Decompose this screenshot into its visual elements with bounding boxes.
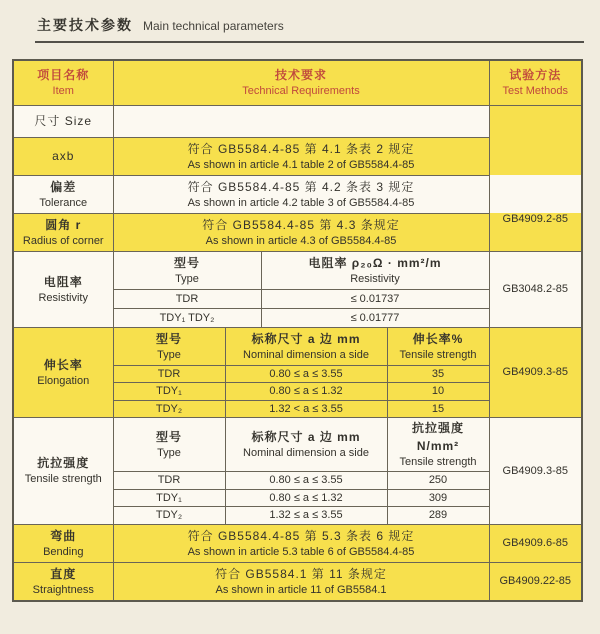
radius-req-zh: 符合 GB5584.4-85 第 4.3 条规定 (202, 217, 400, 232)
tensile-tdy1-dim: 0.80 ≤ a ≤ 1.32 (225, 489, 387, 506)
axb-req-en: As shown in article 4.1 table 2 of GB5584.4-85 (187, 158, 415, 171)
resistivity-tdr-value: ≤ 0.01737 (261, 289, 489, 308)
tensile-type-header-cell (113, 417, 225, 471)
header-methods-cell (489, 60, 582, 105)
axb-label: axb (52, 149, 75, 163)
tolerance-requirement-cell (113, 175, 489, 213)
straightness-label-zh: 直度 (50, 566, 77, 581)
straightness-req-zh: 符合 GB5584.1 第 11 条规定 (215, 566, 387, 581)
tensile-label-zh: 抗拉强度 (37, 456, 90, 470)
header-requirements-zh: 技术要求 (274, 68, 327, 83)
tensile-tdy1-type: TDY₁ (113, 489, 225, 506)
page-title-zh: 主要技术参数 (37, 17, 133, 33)
resistivity-type-header-cell (113, 251, 261, 289)
tensile-tdr-value: 250 (387, 471, 489, 489)
bending-req-zh: 符合 GB5584.4-85 第 5.3 条表 6 规定 (187, 528, 415, 543)
resistivity-tdr-type: TDR (113, 289, 261, 308)
radius-label-cell (13, 213, 113, 251)
row-elongation-header (13, 327, 582, 365)
table-header-row (13, 60, 582, 105)
bending-label-cell (13, 524, 113, 562)
elongation-tdy2-type: TDY₂ (113, 400, 225, 417)
tensile-dim-header-cell (225, 417, 387, 471)
tensile-value-header-zh: 抗拉强度 N/mm² (411, 420, 464, 453)
resistivity-value-header-en: Resistivity (350, 272, 400, 285)
resistivity-type-header-en: Type (175, 272, 199, 285)
tensile-label-cell (13, 417, 113, 524)
size-label-cell (13, 105, 113, 137)
size-requirement-cell (113, 105, 489, 137)
radius-label-en: Radius of corner (22, 234, 104, 247)
elongation-dim-header-zh: 标称尺寸 a 边 mm (251, 331, 361, 346)
tensile-value-header-en: Tensile strength (399, 455, 477, 468)
resistivity-label-zh: 电阻率 (43, 274, 83, 289)
tensile-tdy2-type: TDY₂ (113, 506, 225, 524)
tensile-tdr-type: TDR (113, 471, 225, 489)
radius-label-zh: 圆角 r (45, 217, 82, 232)
resistivity-type-header-zh: 型号 (173, 255, 200, 270)
row-tensile-header (13, 417, 582, 471)
tolerance-req-en: As shown in article 4.2 table 3 of GB5584.4-85 (187, 196, 415, 209)
header-methods-en: Test Methods (502, 85, 568, 98)
elongation-tdy1-dim: 0.80 ≤ a ≤ 1.32 (225, 382, 387, 400)
resistivity-value-header-zh: 电阻率 ρ₂₀Ω · mm²/m (308, 255, 442, 270)
tensile-tdy1-value: 309 (387, 489, 489, 506)
page-title (37, 15, 600, 35)
elongation-dim-header-cell (225, 327, 387, 365)
straightness-label-en: Straightness (32, 583, 94, 596)
elongation-label-cell (13, 327, 113, 417)
elongation-tdr-type: TDR (113, 365, 225, 382)
elongation-tdy1-type: TDY₁ (113, 382, 225, 400)
tolerance-label-zh: 偏差 (50, 179, 77, 194)
tensile-value-header-cell (387, 417, 489, 471)
tensile-tdr-dim: 0.80 ≤ a ≤ 3.55 (225, 471, 387, 489)
elongation-tdy2-value: 15 (387, 400, 489, 417)
straightness-method-cell: GB4909.22-85 (489, 562, 582, 601)
axb-req-zh: 符合 GB5584.4-85 第 4.1 条表 2 规定 (187, 141, 415, 156)
tensile-type-header-en: Type (157, 446, 181, 459)
tensile-method-cell: GB4909.3-85 (489, 417, 582, 524)
bending-label-zh: 弯曲 (50, 528, 77, 543)
catalog-page (0, 15, 600, 602)
bending-req-en: As shown in article 5.3 table 6 of GB5584.4-85 (187, 545, 415, 558)
resistivity-tdy-value: ≤ 0.01777 (261, 308, 489, 327)
axb-label-cell (13, 137, 113, 175)
header-methods-zh: 试验方法 (509, 68, 562, 83)
elongation-value-header-en: Tensile strength (399, 348, 477, 361)
tensile-dim-header-en: Nominal dimension a side (243, 446, 369, 459)
resistivity-label-en: Resistivity (38, 291, 88, 304)
elongation-value-header-cell (387, 327, 489, 365)
elongation-label-en: Elongation (37, 374, 90, 387)
header-requirements-en: Technical Requirements (242, 85, 360, 98)
radius-req-en: As shown in article 4.3 of GB5584.4-85 (205, 234, 397, 247)
straightness-req-en: As shown in article 11 of GB5584.1 (215, 583, 387, 596)
elongation-type-header-zh: 型号 (155, 331, 182, 346)
method-group-dimensions-cell (489, 105, 582, 251)
radius-requirement-cell (113, 213, 489, 251)
tolerance-label-en: Tolerance (39, 196, 88, 209)
header-item-zh: 项目名称 (37, 68, 90, 83)
header-requirements-cell (113, 60, 489, 105)
row-bending (13, 524, 582, 562)
elongation-label-zh: 伸长率 (43, 357, 83, 372)
elongation-tdr-value: 35 (387, 365, 489, 382)
tensile-dim-header-zh: 标称尺寸 a 边 mm (251, 429, 361, 444)
size-label: 尺寸 Size (34, 114, 93, 128)
tensile-tdy2-value: 289 (387, 506, 489, 524)
resistivity-label-cell (13, 251, 113, 327)
header-item-en: Item (52, 85, 74, 98)
resistivity-value-header-cell (261, 251, 489, 289)
tensile-tdy2-dim: 1.32 ≤ a ≤ 3.55 (225, 506, 387, 524)
straightness-label-cell (13, 562, 113, 601)
bending-method-cell: GB4909.6-85 (489, 524, 582, 562)
elongation-type-header-cell (113, 327, 225, 365)
elongation-tdy2-dim: 1.32 < a ≤ 3.55 (225, 400, 387, 417)
resistivity-tdy-type: TDY₁ TDY₂ (113, 308, 261, 327)
method-group-dimensions: GB4909.2-85 (502, 213, 568, 225)
elongation-type-header-en: Type (157, 348, 181, 361)
resistivity-method-cell: GB3048.2-85 (489, 251, 582, 327)
bending-requirement-cell (113, 524, 489, 562)
title-underline (35, 41, 584, 43)
row-resistivity-header (13, 251, 582, 289)
elongation-tdr-dim: 0.80 ≤ a ≤ 3.55 (225, 365, 387, 382)
axb-requirement-cell (113, 137, 489, 175)
elongation-value-header-zh: 伸长率% (412, 331, 464, 346)
elongation-method-cell: GB4909.3-85 (489, 327, 582, 417)
straightness-requirement-cell (113, 562, 489, 601)
tolerance-label-cell (13, 175, 113, 213)
header-item-cell (13, 60, 113, 105)
tensile-type-header-zh: 型号 (155, 429, 182, 444)
row-straightness (13, 562, 582, 601)
page-title-en: Main technical parameters (143, 19, 284, 33)
row-size (13, 105, 582, 137)
elongation-tdy1-value: 10 (387, 382, 489, 400)
bending-label-en: Bending (43, 545, 84, 558)
tolerance-req-zh: 符合 GB5584.4-85 第 4.2 条表 3 规定 (187, 179, 415, 194)
tensile-label-en: Tensile strength (24, 473, 102, 485)
parameters-table (12, 59, 583, 602)
elongation-dim-header-en: Nominal dimension a side (243, 348, 369, 361)
